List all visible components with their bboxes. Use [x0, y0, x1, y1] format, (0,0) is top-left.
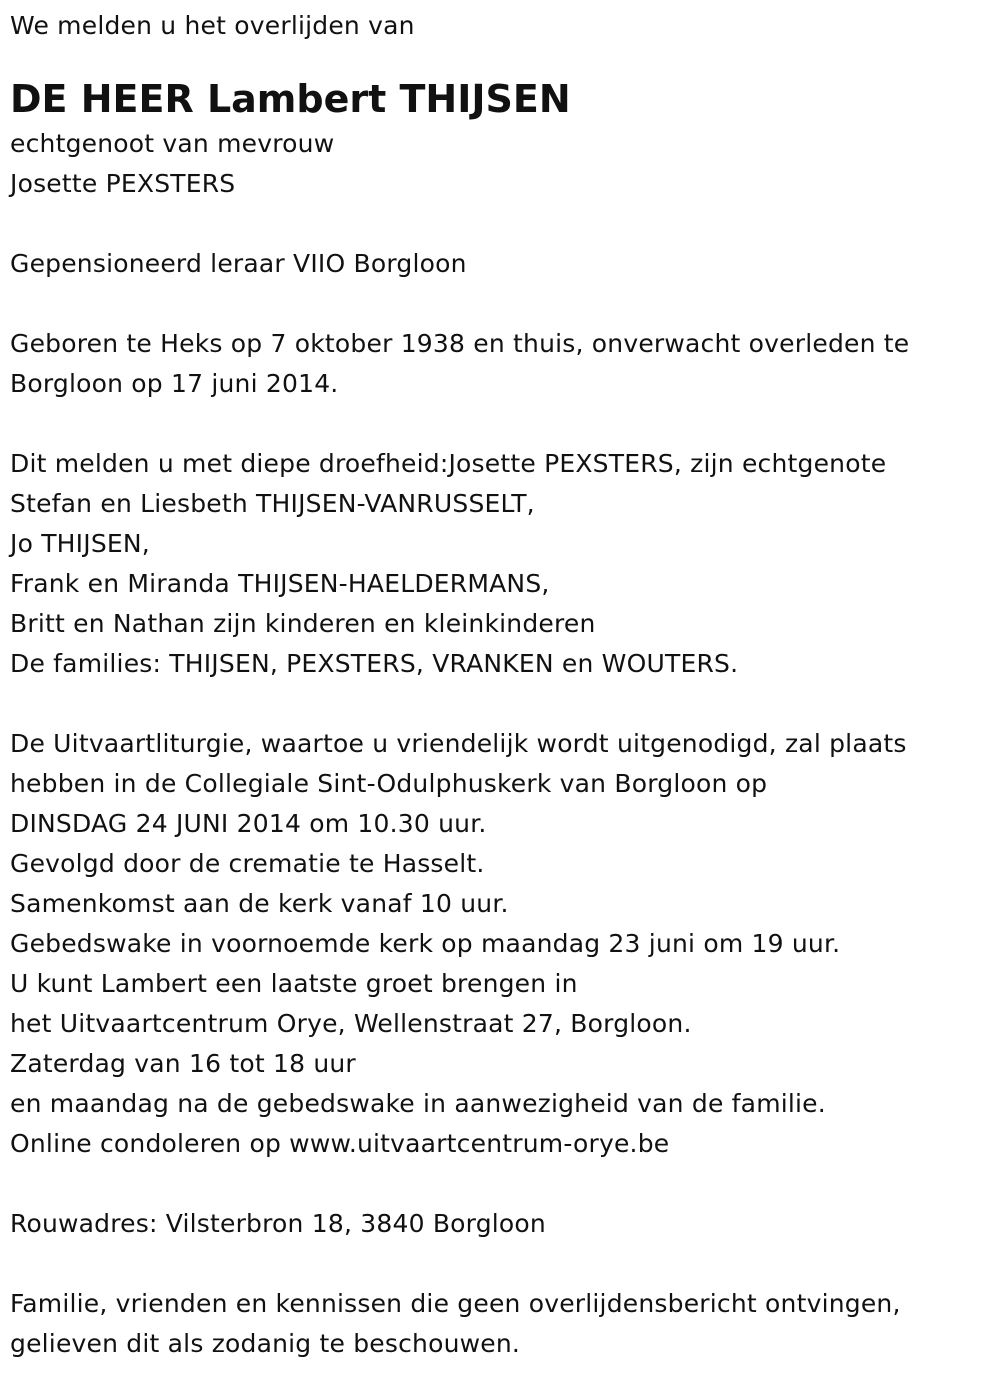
- family-line: Frank en Miranda THIJSEN-HAELDERMANS,: [10, 569, 550, 598]
- family-line: De families: THIJSEN, PEXSTERS, VRANKEN en WOUTERS.: [10, 649, 739, 678]
- funeral-line: DINSDAG 24 JUNI 2014 om 10.30 uur.: [10, 809, 487, 838]
- online-condolence-line: Online condoleren op www.uitvaartcentrum-orye.be: [10, 1129, 670, 1158]
- funeral-line: U kunt Lambert een laatste groet brengen in: [10, 969, 578, 998]
- mourning-address: Rouwadres: Vilsterbron 18, 3840 Borgloon: [10, 1209, 546, 1238]
- spouse-line: echtgenoot van mevrouw: [10, 129, 335, 158]
- birth-death-line: Borgloon op 17 juni 2014.: [10, 369, 339, 398]
- funeral-line: Gevolgd door de crematie te Hasselt.: [10, 849, 485, 878]
- spouse-name: Josette PEXSTERS: [10, 169, 236, 198]
- birth-death-line: Geboren te Heks op 7 oktober 1938 en thuis, onverwacht overleden te: [10, 329, 910, 358]
- funeral-line: en maandag na de gebedswake in aanwezigheid van de familie.: [10, 1089, 826, 1118]
- funeral-line: hebben in de Collegiale Sint-Odulphuskerk van Borgloon op: [10, 769, 768, 798]
- funeral-line: De Uitvaartliturgie, waartoe u vriendelijk wordt uitgenodigd, zal plaats: [10, 729, 907, 758]
- family-line: Britt en Nathan zijn kinderen en kleinkinderen: [10, 609, 596, 638]
- funeral-line: Gebedswake in voornoemde kerk op maandag 23 juni om 19 uur.: [10, 929, 841, 958]
- funeral-line: Zaterdag van 16 tot 18 uur: [10, 1049, 356, 1078]
- intro-text: We melden u het overlijden van: [10, 11, 415, 40]
- family-line: Dit melden u met diepe droefheid:Josette PEXSTERS, zijn echtgenote: [10, 449, 887, 478]
- family-line: Jo THIJSEN,: [10, 529, 150, 558]
- funeral-line: het Uitvaartcentrum Orye, Wellenstraat 27, Borgloon.: [10, 1009, 692, 1038]
- closing-line: gelieven dit als zodanig te beschouwen.: [10, 1329, 521, 1358]
- obituary-notice: [10, 6, 990, 1364]
- deceased-name: DE HEER Lambert THIJSEN: [10, 77, 571, 121]
- family-line: Stefan en Liesbeth THIJSEN-VANRUSSELT,: [10, 489, 535, 518]
- closing-line: Familie, vrienden en kennissen die geen overlijdensbericht ontvingen,: [10, 1289, 901, 1318]
- profession-text: Gepensioneerd leraar VIIO Borgloon: [10, 249, 467, 278]
- funeral-line: Samenkomst aan de kerk vanaf 10 uur.: [10, 889, 509, 918]
